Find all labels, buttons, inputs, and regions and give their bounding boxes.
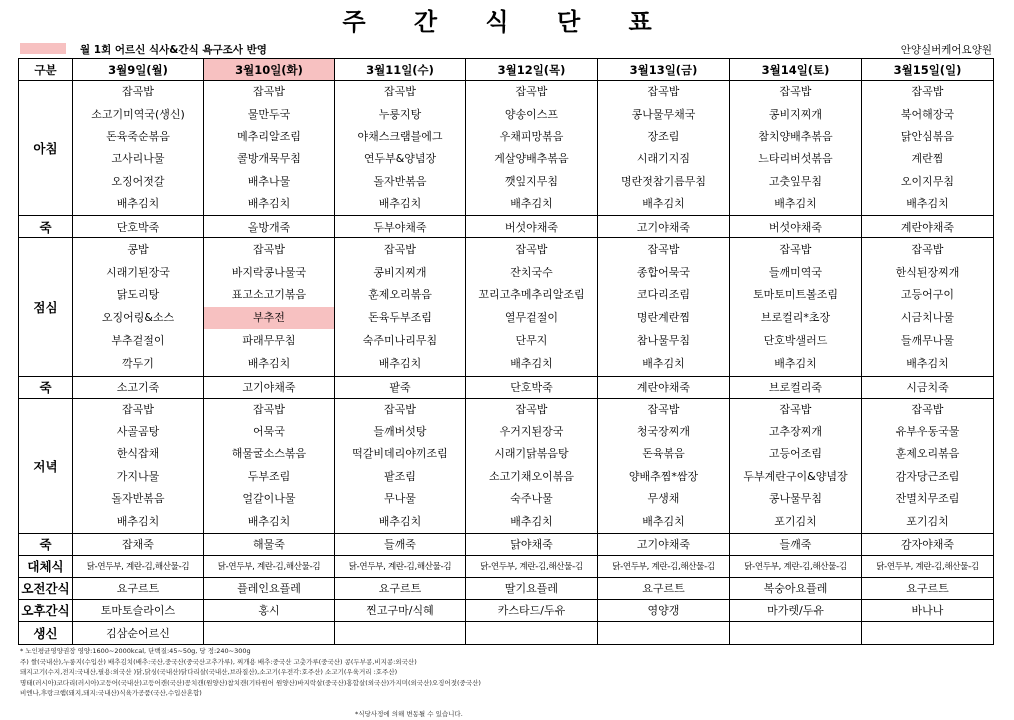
menu-item: 잡곡밥: [384, 242, 416, 256]
menu-cell: [466, 621, 598, 644]
menu-cell: 닭-연두부, 계란-김,해산물-김: [73, 555, 204, 577]
menu-cell: 닭-연두부, 계란-김,해산물-김: [730, 555, 862, 577]
dinner-row: [19, 398, 994, 533]
menu-cell: 들깨죽: [335, 533, 466, 555]
menu-item: 배추김치: [510, 196, 553, 210]
menu-cell: 계란야채죽: [598, 376, 730, 398]
menu-cell: 고기야채죽: [598, 216, 730, 238]
header-category: 구분: [19, 59, 73, 81]
menu-item: 무나물: [384, 492, 416, 506]
menu-item: 명란계란찜: [636, 311, 691, 325]
menu-cell: 카스타드/두유: [466, 599, 598, 621]
sub-header: [20, 42, 992, 56]
menu-cell: 고기야채죽: [598, 533, 730, 555]
row-label-birthday: 생신: [19, 621, 73, 644]
menu-cell: 요구르트: [73, 577, 204, 599]
menu-cell: 닭-연두부, 계란-김,해산물-김: [466, 555, 598, 577]
menu-item: 잡곡밥: [253, 402, 285, 416]
menu-item: 표고소고기볶음: [231, 288, 307, 302]
menu-item: 브로컬리*초장: [760, 311, 831, 325]
legend-text: 월 1회 어르신 식사&간식 욕구조사 반영: [80, 44, 267, 56]
menu-item: 잡곡밥: [253, 85, 285, 99]
menu-item: 배추김치: [247, 196, 291, 210]
menu-cell: 소고기죽: [73, 376, 204, 398]
row-label-am-snack: 오전간식: [19, 577, 73, 599]
menu-item: 콩나물무침: [768, 492, 823, 506]
highlight-legend-swatch: [20, 43, 66, 54]
header-row: [19, 59, 994, 81]
menu-item: 잡곡밥: [515, 402, 548, 416]
row-label-breakfast: 아침: [19, 81, 73, 216]
menu-item: 배추김치: [642, 514, 685, 528]
menu-cell: [466, 398, 598, 533]
menu-item: 고등어조림: [768, 447, 823, 461]
menu-cell: 복숭아요플레: [730, 577, 862, 599]
menu-item: 코다리조림: [636, 288, 691, 302]
menu-item-highlighted: 부추전: [204, 307, 334, 329]
menu-item: 콩밥: [127, 242, 149, 256]
row-label-porridge: 죽: [19, 376, 73, 398]
header-day: 3월14일(토): [730, 59, 862, 81]
menu-item: 콩나물무채국: [631, 107, 696, 121]
menu-item: 시금치나물: [900, 311, 955, 325]
pm-snack-row: [19, 599, 994, 621]
dinner-porridge-row: [19, 533, 994, 555]
substitute-row: [19, 555, 994, 577]
menu-cell: 플레인요플레: [204, 577, 335, 599]
menu-cell: 버섯야채죽: [730, 216, 862, 238]
lunch-row: [19, 238, 994, 376]
menu-cell: 닭-연두부, 계란-김,해산물-김: [862, 555, 994, 577]
menu-cell: 버섯야채죽: [466, 216, 598, 238]
menu-cell: 두부야채죽: [335, 216, 466, 238]
menu-item: 배추김치: [642, 356, 685, 370]
facility-name: 안양실버케어요양원: [900, 44, 992, 56]
menu-item: 숙주미나리무침: [362, 334, 438, 348]
menu-cell: 닭-연두부, 계란-김,해산물-김: [204, 555, 335, 577]
menu-item: 한식된장찌개: [895, 265, 960, 279]
menu-item: 게살양배추볶음: [494, 152, 569, 166]
header-day-highlighted: 3월10일(화): [204, 59, 335, 81]
menu-item: 단호박샐러드: [763, 334, 828, 348]
menu-cell: [204, 238, 335, 376]
menu-item: 배추김치: [378, 514, 422, 528]
menu-cell: 닭-연두부, 계란-김,해산물-김: [598, 555, 730, 577]
menu-item: 어묵국: [253, 425, 285, 439]
menu-item: 고등어구이: [900, 288, 955, 302]
menu-item: 배추나물: [247, 174, 291, 188]
menu-item: 참치양배추볶음: [758, 129, 833, 143]
menu-cell: 요구르트: [862, 577, 994, 599]
menu-cell: [73, 238, 204, 376]
menu-cell: [335, 398, 466, 533]
menu-cell: 들깨죽: [730, 533, 862, 555]
menu-item: 바지락콩나물국: [231, 265, 307, 279]
menu-item: 잡곡밥: [122, 402, 154, 416]
menu-item: 우채피망볶음: [499, 129, 564, 143]
menu-item: 잡곡밥: [384, 85, 416, 99]
menu-item: 들깨미역국: [768, 265, 823, 279]
menu-item: 단무지: [515, 334, 548, 348]
menu-cell: [598, 398, 730, 533]
menu-item: 잡곡밥: [647, 85, 680, 99]
menu-item: 북어해장국: [900, 107, 955, 121]
menu-item: 훈제오리볶음: [895, 447, 960, 461]
menu-cell: [862, 238, 994, 376]
menu-cell: [730, 621, 862, 644]
menu-item: 유부우동국물: [895, 425, 960, 439]
menu-item: 오징어링&소스: [101, 311, 175, 325]
menu-cell: [335, 621, 466, 644]
menu-item: 잔멸치무조림: [895, 492, 960, 506]
menu-item: 가지나물: [116, 469, 160, 483]
menu-item: 두부계란구이&양념장: [743, 469, 848, 483]
menu-cell: [204, 81, 335, 216]
menu-item: 소고기미역국(생신): [91, 107, 185, 121]
header-day: 3월12일(목): [466, 59, 598, 81]
menu-item: 고추장찌개: [768, 425, 823, 439]
menu-item: 들깨무나물: [900, 334, 955, 348]
menu-item: 고춧잎무침: [768, 174, 823, 188]
footnote-notice: *식당사정에 의해 변동될 수 있습니다.: [355, 710, 463, 718]
menu-item: 시래기닭볶음탕: [494, 447, 569, 461]
menu-cell: 단호박죽: [73, 216, 204, 238]
menu-cell: 감자야채죽: [862, 533, 994, 555]
menu-cell: 올방개죽: [204, 216, 335, 238]
header-day: 3월9일(월): [73, 59, 204, 81]
menu-item: 누룽지탕: [378, 107, 422, 121]
menu-item: 참나물무침: [636, 334, 691, 348]
menu-cell: 딸기요플레: [466, 577, 598, 599]
menu-item: 돈육볶음: [642, 447, 685, 461]
footnote-line: 명태(러시아)코다리(러시아)고등어(국내산)고등어캔(국산)꽁치캔(원양산)참치캔(기타원어 원양산)바지락살(중국산)홍합살(외국산)가지미(외국산)오징어젓(중국산): [20, 678, 481, 687]
footnote-line: 비엔나,후랑크햄(돼지,돼지:국내산)식육가공품(국산,수입산혼합): [20, 689, 202, 697]
menu-cell: 토마토슬라이스: [73, 599, 204, 621]
menu-cell: [466, 81, 598, 216]
menu-item: 배추김치: [378, 196, 422, 210]
menu-cell: [730, 398, 862, 533]
menu-item: 콩비지찌개: [373, 265, 427, 279]
menu-item: 오징어젓갈: [111, 174, 165, 188]
menu-item: 잡곡밥: [647, 402, 680, 416]
menu-cell: [598, 238, 730, 376]
menu-item: 콜방개묵무침: [237, 152, 301, 166]
menu-cell: [335, 238, 466, 376]
menu-cell: [598, 621, 730, 644]
menu-cell: 시금치죽: [862, 376, 994, 398]
menu-item: 부추겉절이: [111, 334, 165, 348]
menu-item: 잡곡밥: [911, 242, 944, 256]
menu-item: 꼬리고추메추리알조림: [478, 288, 585, 302]
menu-cell: 계란야채죽: [862, 216, 994, 238]
row-label-porridge: 죽: [19, 533, 73, 555]
menu-cell: 찐고구마/식혜: [335, 599, 466, 621]
menu-cell: 잡채죽: [73, 533, 204, 555]
menu-item: 물만두국: [247, 107, 291, 121]
menu-item: 배추김치: [116, 196, 160, 210]
header-day: 3월11일(수): [335, 59, 466, 81]
row-label-pm-snack: 오후간식: [19, 599, 73, 621]
menu-item: 떡갈비데리야끼조림: [352, 447, 448, 461]
menu-cell: 닭야채죽: [466, 533, 598, 555]
menu-item: 배추김치: [510, 514, 553, 528]
menu-cell: 홍시: [204, 599, 335, 621]
menu-item: 배추김치: [378, 356, 422, 370]
menu-cell: [598, 81, 730, 216]
menu-cell: 단호박죽: [466, 376, 598, 398]
menu-item: 메추리알조림: [237, 129, 301, 143]
menu-item: 잡곡밥: [647, 242, 680, 256]
menu-cell: [862, 398, 994, 533]
menu-cell: 김삼순어르신: [73, 621, 204, 644]
weekly-menu-table: [18, 58, 994, 645]
menu-item: 느타리버섯볶음: [758, 152, 833, 166]
menu-item: 배추김치: [247, 356, 291, 370]
menu-cell: [73, 81, 204, 216]
menu-item: 해물굴소스볶음: [231, 447, 307, 461]
menu-item: 종합어묵국: [636, 265, 691, 279]
row-label-porridge: 죽: [19, 216, 73, 238]
breakfast-porridge-row: [19, 216, 994, 238]
row-label-substitute: 대체식: [19, 555, 73, 577]
menu-cell: 닭-연두부, 계란-김,해산물-김: [335, 555, 466, 577]
menu-item: 고사리나물: [111, 152, 165, 166]
menu-item: 토마토미트볼조림: [752, 288, 838, 302]
menu-cell: 바나나: [862, 599, 994, 621]
menu-item: 잡곡밥: [779, 242, 812, 256]
menu-item: 배추김치: [247, 514, 291, 528]
menu-item: 한식잡채: [116, 447, 160, 461]
menu-item: 장조림: [647, 129, 680, 143]
menu-item: 배추김치: [642, 196, 685, 210]
menu-item: 훈제오리볶음: [368, 288, 432, 302]
menu-cell: [73, 398, 204, 533]
footnote-line: * 노인평균영양권장 영양:1600~2000kcal, 단백질:45~50g, 당 정:240~300g: [20, 647, 251, 655]
menu-cell: [204, 398, 335, 533]
menu-cell: [204, 621, 335, 644]
menu-item: 열무겉절이: [504, 311, 559, 325]
menu-item: 청국장찌개: [636, 425, 691, 439]
menu-item: 소고기채오이볶음: [488, 469, 574, 483]
menu-cell: 팥죽: [335, 376, 466, 398]
row-label-lunch: 점심: [19, 238, 73, 376]
menu-item: 연두부&양념장: [363, 152, 437, 166]
menu-item: 숙주나물: [510, 492, 553, 506]
menu-item: 포기김치: [774, 514, 817, 528]
menu-item: 오이지무침: [900, 174, 955, 188]
menu-item: 잡곡밥: [911, 85, 944, 99]
menu-item: 무생채: [647, 492, 680, 506]
menu-item: 돈육두부조림: [368, 311, 432, 325]
menu-item: 돌자반볶음: [111, 492, 165, 506]
menu-item: 배추김치: [906, 196, 949, 210]
menu-item: 돈육죽순볶음: [106, 129, 170, 143]
menu-cell: [862, 81, 994, 216]
header-day: 3월13일(금): [598, 59, 730, 81]
menu-item: 우거지된장국: [499, 425, 564, 439]
menu-cell: 요구르트: [335, 577, 466, 599]
menu-item: 명란젓참기름무침: [620, 174, 706, 188]
menu-item: 닭안심볶음: [900, 129, 955, 143]
menu-cell: 브로컬리죽: [730, 376, 862, 398]
menu-item: 잡곡밥: [779, 402, 812, 416]
menu-cell: 영양갱: [598, 599, 730, 621]
menu-cell: 해물죽: [204, 533, 335, 555]
menu-item: 얼갈이나물: [242, 492, 296, 506]
menu-item: 잔치국수: [510, 265, 553, 279]
menu-item: 배추김치: [774, 196, 817, 210]
menu-item: 시래기된장국: [106, 265, 170, 279]
menu-item: 양배추찜*쌈장: [628, 469, 699, 483]
menu-item: 잡곡밥: [515, 242, 548, 256]
menu-cell: [862, 621, 994, 644]
menu-item: 배추김치: [774, 356, 817, 370]
menu-cell: [335, 81, 466, 216]
menu-cell: 마가렛/두유: [730, 599, 862, 621]
menu-item: 포기김치: [906, 514, 949, 528]
menu-item: 잡곡밥: [253, 242, 285, 256]
menu-item: 잡곡밥: [911, 402, 944, 416]
menu-item: 들깨버섯탕: [373, 425, 427, 439]
menu-cell: 요구르트: [598, 577, 730, 599]
menu-item: 배추김치: [116, 514, 160, 528]
footnotes: [20, 646, 1000, 718]
footnote-line: 돼지고기(수지,전지:국내산,필용:외국산 )닭,닭싱(국내산)닭다리살(국내산,브라질산),소고기(우전각:호주산) 소고기(우육거리 :호주산): [20, 668, 398, 676]
menu-item: 사골곰탕: [116, 425, 160, 439]
menu-item: 시래기지짐: [636, 152, 691, 166]
header-day: 3월15일(일): [862, 59, 994, 81]
menu-item: 콩비지찌개: [768, 107, 823, 121]
menu-item: 잡곡밥: [122, 85, 154, 99]
menu-cell: [730, 238, 862, 376]
menu-item: 깻잎지무침: [504, 174, 559, 188]
menu-cell: [730, 81, 862, 216]
menu-item: 돌자반볶음: [373, 174, 427, 188]
menu-item: 팥조림: [384, 469, 416, 483]
menu-item: 잡곡밥: [515, 85, 548, 99]
breakfast-row: [19, 81, 994, 216]
menu-item: 두부조림: [247, 469, 291, 483]
menu-item: 잡곡밥: [779, 85, 812, 99]
footnote-line: 주) 쌀(국내산),누룽지(수입산) 배추김치(배추:국산,중국산(중국산고추가루), 찌개용 배추:중국산 고춧가루(중국산) 콩(두부콩,비지콩:외국산): [20, 657, 417, 666]
menu-item: 닭도리탕: [116, 288, 160, 302]
menu-item: 배추김치: [906, 356, 949, 370]
menu-item: 감자당근조림: [895, 469, 960, 483]
menu-item: 야채스크램블에그: [357, 129, 443, 143]
am-snack-row: [19, 577, 994, 599]
menu-item: 잡곡밥: [384, 402, 416, 416]
row-label-dinner: 저녁: [19, 398, 73, 533]
page-title: 주 간 식 단 표: [342, 8, 672, 36]
menu-cell: [466, 238, 598, 376]
menu-item: 배추김치: [510, 356, 553, 370]
birthday-row: [19, 621, 994, 644]
menu-item: 파래무무침: [242, 334, 296, 348]
menu-item: 계란찜: [911, 152, 944, 166]
menu-item: 깍두기: [122, 356, 154, 370]
lunch-porridge-row: [19, 376, 994, 398]
menu-item: 양송이스프: [504, 107, 559, 121]
menu-cell: 고기야채죽: [204, 376, 335, 398]
